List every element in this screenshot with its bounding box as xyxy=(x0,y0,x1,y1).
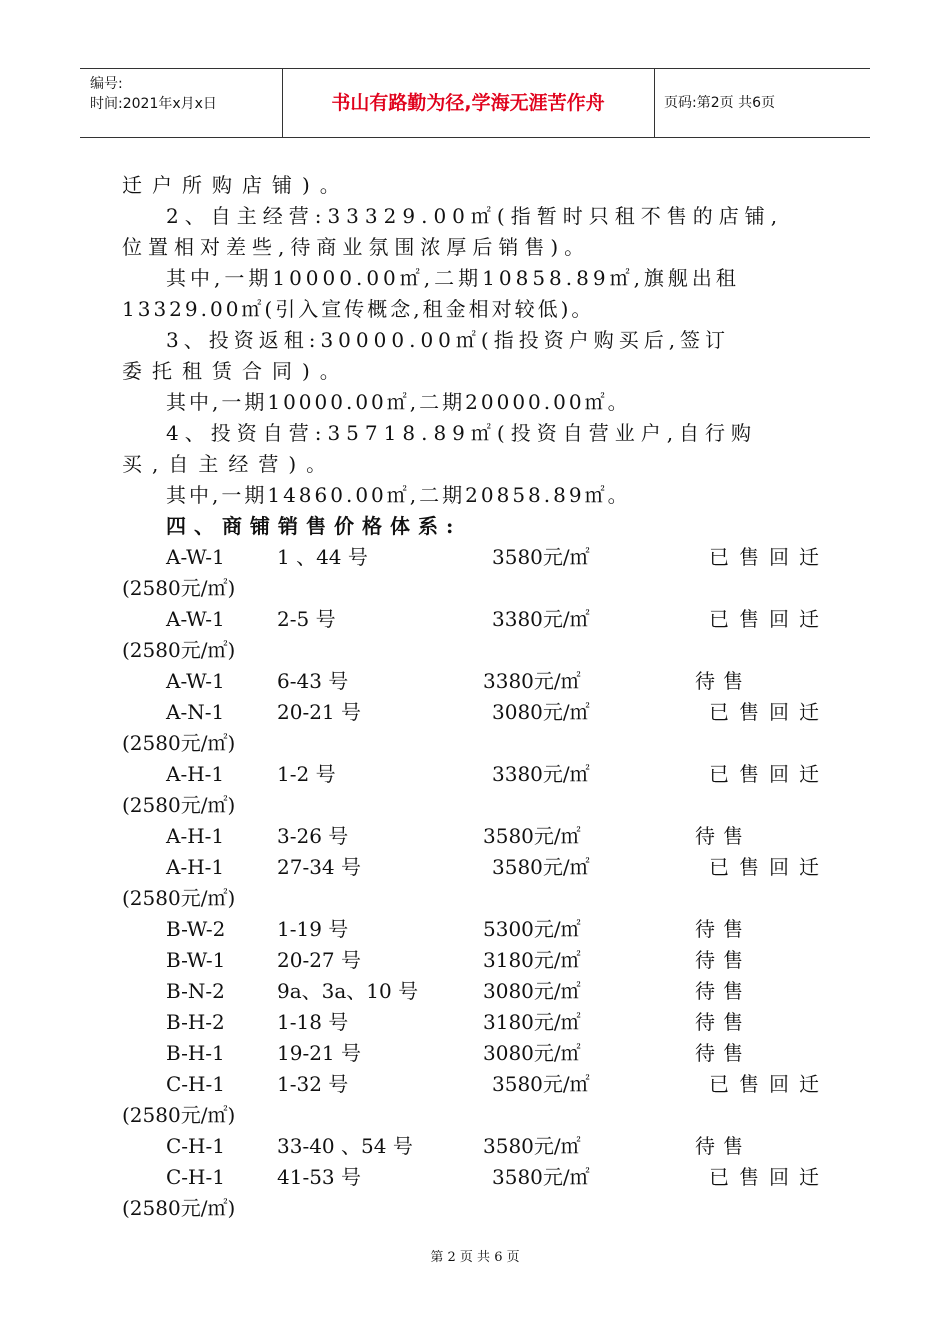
row-numbers: 6-43 号 xyxy=(277,669,349,693)
body-line-7: 委托租赁合同)。 xyxy=(122,359,350,383)
row-price: 3380元/㎡ xyxy=(483,669,581,693)
row-status: 待售 xyxy=(695,948,751,972)
row-code: A-W-1 xyxy=(166,669,225,693)
row-price: 3380元/㎡ xyxy=(492,762,590,786)
body-line-6: 3、投资返租:30000.00㎡(指投资户购买后,签订 xyxy=(166,328,731,352)
row-price: 3180元/㎡ xyxy=(483,948,581,972)
row-code: B-N-2 xyxy=(166,979,225,1003)
row-status: 已售回迁 xyxy=(709,607,829,631)
row-price: 3180元/㎡ xyxy=(483,1010,581,1034)
row-status: 已售回迁 xyxy=(709,855,829,879)
header-motto: 书山有路勤为径,学海无涯苦作舟 xyxy=(282,69,655,137)
row-numbers: 2-5 号 xyxy=(277,607,336,631)
row-code: B-W-2 xyxy=(166,917,226,941)
row-numbers: 41-53 号 xyxy=(277,1165,362,1189)
row-note: (2580元/㎡) xyxy=(122,638,236,662)
row-numbers: 20-27 号 xyxy=(277,948,362,972)
row-code: C-H-1 xyxy=(166,1165,225,1189)
row-numbers: 9a、3a、10 号 xyxy=(277,979,419,1003)
row-numbers: 1-32 号 xyxy=(277,1072,349,1096)
row-status: 已售回迁 xyxy=(709,1072,829,1096)
row-price: 3580元/㎡ xyxy=(483,824,581,848)
row-price: 3080元/㎡ xyxy=(492,700,590,724)
body-line-3: 位置相对差些,待商业氛围浓厚后销售)。 xyxy=(122,235,591,259)
row-price: 3080元/㎡ xyxy=(483,1041,581,1065)
row-numbers: 1-18 号 xyxy=(277,1010,349,1034)
row-numbers: 33-40 、54 号 xyxy=(277,1134,413,1158)
row-status: 已售回迁 xyxy=(709,545,829,569)
row-code: B-H-1 xyxy=(166,1041,225,1065)
section-title: 四、商铺销售价格体系: xyxy=(166,514,462,538)
row-price: 3580元/㎡ xyxy=(483,1134,581,1158)
row-price: 3580元/㎡ xyxy=(492,855,590,879)
header-meta xyxy=(80,69,283,137)
body-line-11: 其中,一期14860.00㎡,二期20858.89㎡。 xyxy=(166,483,631,507)
row-numbers: 27-34 号 xyxy=(277,855,362,879)
row-status: 已售回迁 xyxy=(709,700,829,724)
row-note: (2580元/㎡) xyxy=(122,886,236,910)
body-line-4: 其中,一期10000.00㎡,二期10858.89㎡,旗舰出租 xyxy=(166,266,740,290)
row-numbers: 1-19 号 xyxy=(277,917,349,941)
row-price: 5300元/㎡ xyxy=(483,917,581,941)
row-code: A-W-1 xyxy=(166,545,225,569)
row-code: C-H-1 xyxy=(166,1134,225,1158)
body-line-8: 其中,一期10000.00㎡,二期20000.00㎡。 xyxy=(166,390,631,414)
header-page-label: 页码:第2页 共6页 xyxy=(664,95,775,111)
row-price: 3580元/㎡ xyxy=(492,1072,590,1096)
row-status: 待售 xyxy=(695,917,751,941)
row-code: A-N-1 xyxy=(166,700,225,724)
body-line-1: 迁户所购店铺)。 xyxy=(122,173,350,197)
row-status: 待售 xyxy=(695,824,751,848)
row-note: (2580元/㎡) xyxy=(122,576,236,600)
row-price: 3080元/㎡ xyxy=(483,979,581,1003)
body-line-2: 2、自主经营:33329.00㎡(指暂时只租不售的店铺, xyxy=(166,204,784,228)
row-code: A-H-1 xyxy=(166,824,225,848)
body-line-5: 13329.00㎡(引入宣传概念,租金相对较低)。 xyxy=(122,297,595,321)
row-status: 待售 xyxy=(695,669,751,693)
page-footer: 第 2 页 共 6 页 xyxy=(430,1250,520,1265)
row-code: C-H-1 xyxy=(166,1072,225,1096)
row-code: B-H-2 xyxy=(166,1010,225,1034)
row-price: 3580元/㎡ xyxy=(492,545,590,569)
row-note: (2580元/㎡) xyxy=(122,731,236,755)
row-status: 待售 xyxy=(695,1134,751,1158)
row-numbers: 3-26 号 xyxy=(277,824,349,848)
row-status: 待售 xyxy=(695,1041,751,1065)
row-code: B-W-1 xyxy=(166,948,226,972)
row-numbers: 1 、44 号 xyxy=(277,545,368,569)
document-header xyxy=(80,68,870,138)
number-label: 编号: xyxy=(90,76,123,92)
body-line-9: 4、投资自营:35718.89㎡(投资自营业户,自行购 xyxy=(166,421,758,445)
row-status: 待售 xyxy=(695,1010,751,1034)
row-status: 已售回迁 xyxy=(709,762,829,786)
row-status: 已售回迁 xyxy=(709,1165,829,1189)
row-code: A-W-1 xyxy=(166,607,225,631)
row-note: (2580元/㎡) xyxy=(122,1196,236,1220)
row-price: 3580元/㎡ xyxy=(492,1165,590,1189)
row-numbers: 19-21 号 xyxy=(277,1041,362,1065)
row-note: (2580元/㎡) xyxy=(122,793,236,817)
row-note: (2580元/㎡) xyxy=(122,1103,236,1127)
body-line-10: 买,自主经营)。 xyxy=(122,452,337,476)
row-code: A-H-1 xyxy=(166,855,225,879)
row-price: 3380元/㎡ xyxy=(492,607,590,631)
row-code: A-H-1 xyxy=(166,762,225,786)
row-status: 待售 xyxy=(695,979,751,1003)
time-label: 时间:2021年x月x日 xyxy=(90,96,217,112)
row-numbers: 1-2 号 xyxy=(277,762,336,786)
row-numbers: 20-21 号 xyxy=(277,700,362,724)
